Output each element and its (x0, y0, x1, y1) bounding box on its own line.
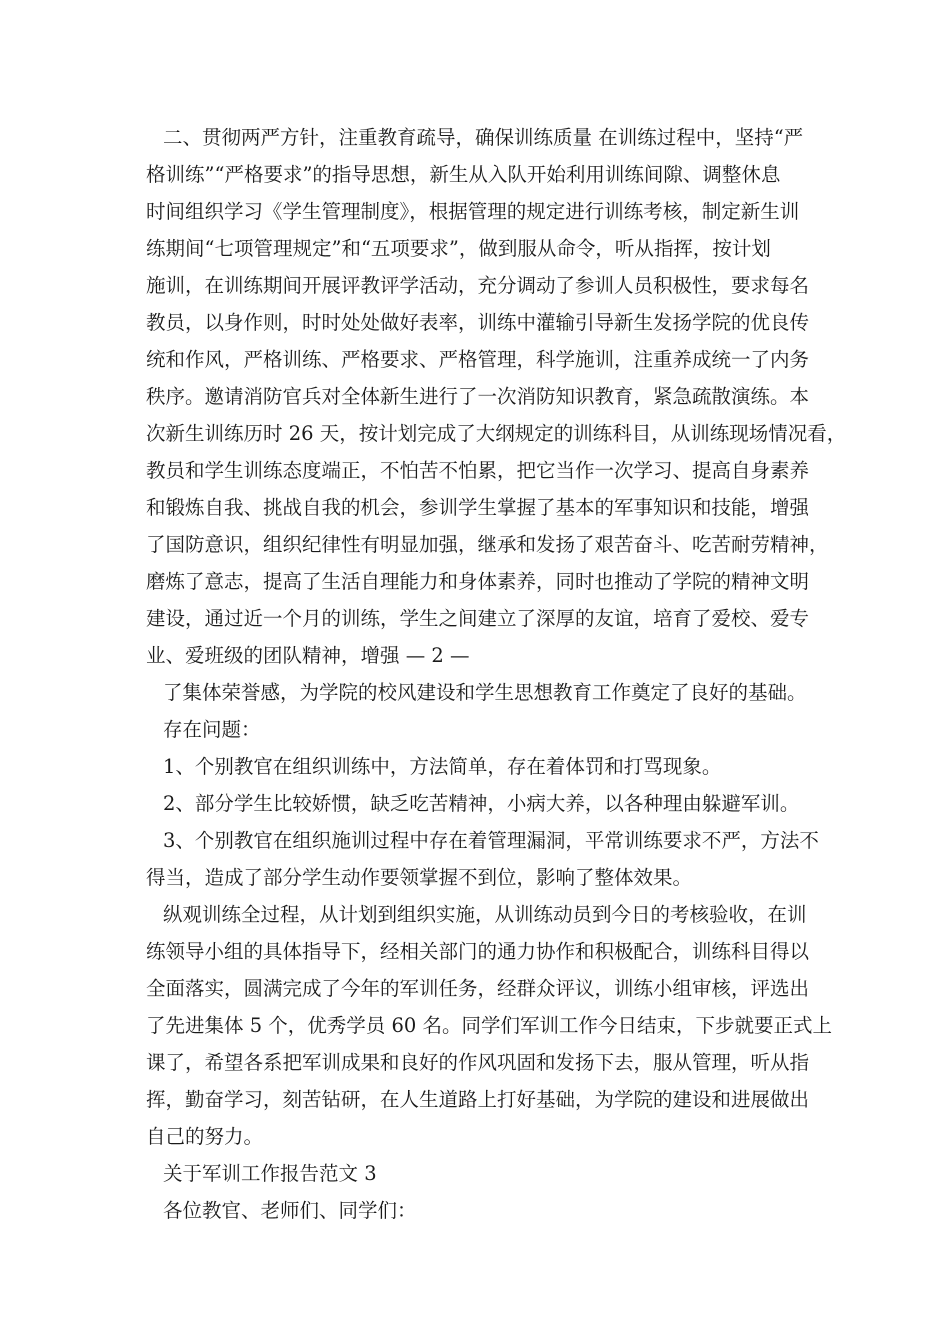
issue-item-1: 1、个别教官在组织训练中，方法简单，存在着体罚和打骂现象。 (163, 755, 722, 778)
paragraph-line: 练领导小组的具体指导下，经相关部门的通力协作和积极配合，训练科目得以 (146, 940, 810, 963)
paragraph-line: 教员，以身作则，时时处处做好表率，训练中灌输引导新生发扬学院的优良传 (146, 311, 810, 334)
section-label-issues: 存在问题： (163, 718, 261, 741)
salutation: 各位教官、老师们、同学们： (163, 1199, 417, 1222)
paragraph-line: 建设，通过近一个月的训练，学生之间建立了深厚的友谊，培育了爱校、爱专 (146, 607, 810, 630)
paragraph-line: 了国防意识，组织纪律性有明显加强，继承和发扬了艰苦奋斗、吃苦耐劳精神， (146, 533, 829, 556)
paragraph-line: 施训，在训练期间开展评教评学活动，充分调动了参训人员积极性，要求每名 (146, 274, 810, 297)
paragraph-line: 得当，造成了部分学生动作要领掌握不到位，影响了整体效果。 (146, 866, 693, 889)
issue-item-2: 2、部分学生比较娇惯，缺乏吃苦精神，小病大养，以各种理由躲避军训。 (163, 792, 800, 815)
paragraph-line: 教员和学生训练态度端正，不怕苦不怕累，把它当作一次学习、提高自身素养 (146, 459, 810, 482)
paragraph-line: 和锻炼自我、挑战自我的机会，参训学生掌握了基本的军事知识和技能，增强 (146, 496, 810, 519)
issue-item-3: 3、个别教官在组织施训过程中存在着管理漏洞，平常训练要求不严，方法不 (163, 829, 819, 852)
paragraph-line-with-page-number: 业、爱班级的团队精神，增强 — 2 — (146, 644, 470, 667)
paragraph-line: 秩序。邀请消防官兵对全体新生进行了一次消防知识教育，紧急疏散演练。本 (146, 385, 810, 408)
paragraph-line: 了集体荣誉感，为学院的校风建设和学生思想教育工作奠定了良好的基础。 (163, 681, 807, 704)
paragraph-line: 全面落实，圆满完成了今年的军训任务，经群众评议，训练小组审核，评选出 (146, 977, 810, 1000)
paragraph-line: 练期间“七项管理规定”和“五项要求”，做到服从命令，听从指挥，按计划 (146, 237, 771, 260)
paragraph-line: 磨炼了意志，提高了生活自理能力和身体素养，同时也推动了学院的精神文明 (146, 570, 810, 593)
paragraph-line: 了先进集体 5 个，优秀学员 60 名。同学们军训工作今日结束，下步就要正式上 (146, 1014, 833, 1037)
paragraph-line: 课了，希望各系把军训成果和良好的作风巩固和发扬下去，服从管理，听从指 (146, 1051, 810, 1074)
paragraph-line: 次新生训练历时 26 天，按计划完成了大纲规定的训练科目，从训练现场情况看， (146, 422, 847, 445)
section-title: 关于军训工作报告范文 3 (163, 1162, 377, 1185)
paragraph-line: 自己的努力。 (146, 1125, 264, 1148)
paragraph-line: 纵观训练全过程，从计划到组织实施，从训练动员到今日的考核验收，在训 (163, 903, 807, 926)
paragraph-line: 挥，勤奋学习，刻苦钻研，在人生道路上打好基础，为学院的建设和进展做出 (146, 1088, 810, 1111)
paragraph-line: 统和作风，严格训练、严格要求、严格管理，科学施训，注重养成统一了内务 (146, 348, 810, 371)
paragraph-line: 二、贯彻两严方针，注重教育疏导，确保训练质量 在训练过程中，坚持“严 (163, 126, 804, 149)
paragraph-line: 格训练”“严格要求”的指导思想，新生从入队开始利用训练间隙、调整休息 (146, 163, 781, 186)
paragraph-line: 时间组织学习《学生管理制度》，根据管理的规定进行训练考核，制定新生训 (146, 200, 800, 223)
